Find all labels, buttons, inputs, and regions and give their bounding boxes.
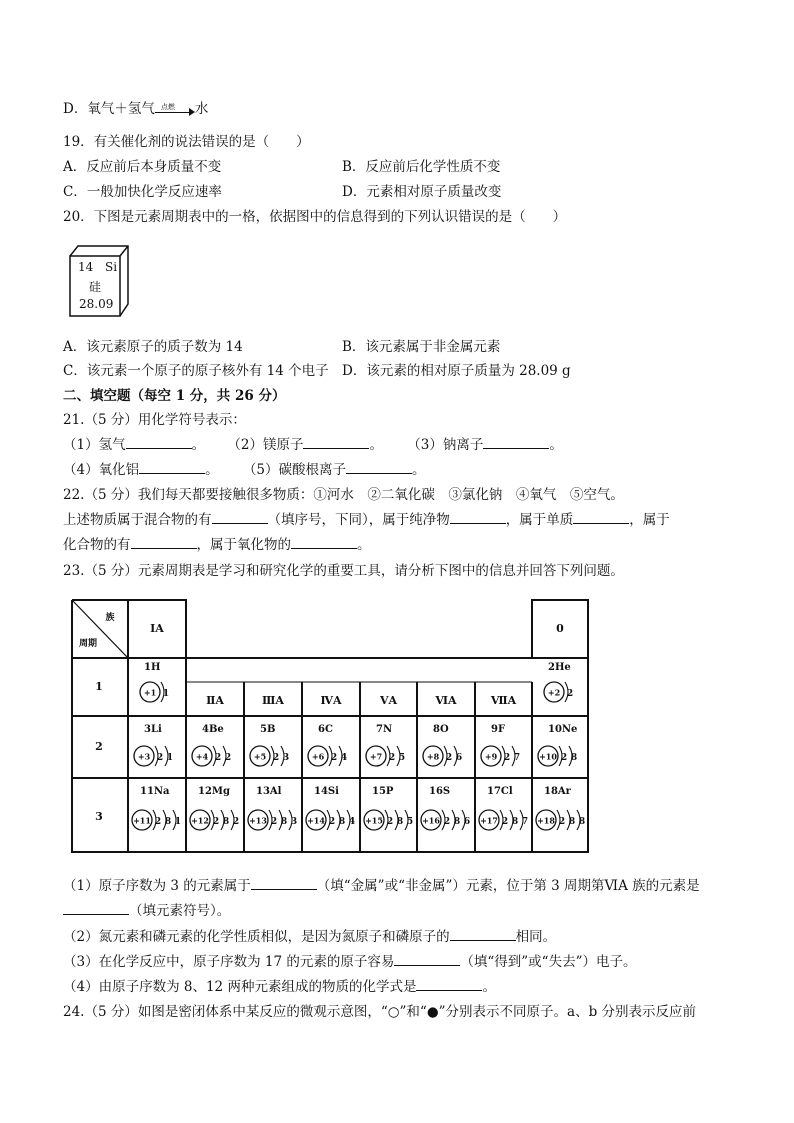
answer-blank[interactable] (573, 511, 629, 524)
electron-count: 2 (154, 817, 162, 827)
nucleus-charge: +2 (547, 687, 561, 698)
element-cell-symbol: Si (105, 260, 118, 274)
electron-count: 8 (578, 817, 586, 827)
q23-part1-line1: （1）原子序数为 3 的元素属于 （填“金属”或“非金属”）元素，位于第 3 周期第ⅥA 族的元素是 (63, 878, 700, 894)
electron-count: 6 (463, 817, 471, 827)
nucleus-charge: +12 (191, 815, 209, 826)
element-cell-number: 14 (78, 260, 94, 274)
electron-count: 8 (222, 817, 230, 827)
electron-count: 8 (570, 753, 578, 763)
element-cell-box (66, 240, 130, 322)
nucleus-charge: +7 (369, 751, 383, 762)
group-header: ⅦA (490, 694, 517, 707)
corner-diagonal (72, 600, 128, 658)
nucleus-charge: +3 (137, 751, 151, 762)
element-symbol: 9F (491, 724, 506, 735)
group-header: ⅢA (262, 694, 284, 707)
reaction-arrow: 点燃 (155, 103, 195, 117)
group-header: IA (150, 622, 164, 635)
q19-option-b: B．反应前后化学性质不变 (342, 159, 501, 175)
electron-count: 2 (501, 817, 509, 827)
answer-blank[interactable] (291, 536, 357, 549)
element-symbol: 15P (372, 786, 394, 797)
q23-part4: （4）由原子序数为 8、12 两种元素组成的物质的化学式是 。 (63, 979, 496, 995)
answer-blank[interactable] (394, 953, 460, 966)
electron-count: 2 (232, 817, 240, 827)
nucleus-charge: +18 (537, 815, 555, 826)
answer-blank[interactable] (416, 978, 482, 991)
element-cell-mass: 28.09 (79, 297, 114, 311)
q21-line2: （4）氧化铝 。 （5）碳酸根离子 。 (63, 462, 426, 478)
electron-count: 2 (212, 817, 220, 827)
electron-count: 1 (174, 817, 182, 827)
electron-count: 8 (511, 817, 519, 827)
nucleus-charge: +4 (195, 751, 209, 762)
element-symbol: 13Al (256, 786, 282, 797)
answer-blank[interactable] (131, 536, 197, 549)
answer-blank[interactable] (450, 511, 506, 524)
periodic-table-figure (70, 598, 590, 856)
electron-count: 2 (224, 753, 232, 763)
electron-count: 5 (406, 817, 414, 827)
electron-count: 3 (290, 817, 298, 827)
group-header: ⅣA (320, 694, 342, 707)
answer-blank[interactable] (63, 902, 129, 915)
nucleus-charge: +16 (422, 815, 440, 826)
period-label: 2 (95, 740, 103, 753)
q22-line3: 化合物的有 ，属于氧化物的 。 (63, 537, 371, 553)
nucleus-charge: +10 (539, 751, 557, 762)
electron-count: 8 (338, 817, 346, 827)
nucleus-charge: +14 (307, 815, 325, 826)
q20-option-d: D．该元素的相对原子质量为 28.09 g (342, 363, 571, 379)
element-symbol: 18Ar (544, 786, 571, 797)
electron-count: 6 (455, 753, 463, 763)
electron-count: 2 (270, 817, 278, 827)
nucleus-charge: +6 (311, 751, 325, 762)
electron-count: 2 (558, 817, 566, 827)
electron-count: 2 (386, 817, 394, 827)
electron-count: 2 (214, 753, 222, 763)
q23-part3: （3）在化学反应中，原子序数为 17 的元素的原子容易 （填“得到”或“失去”）电子。 (63, 954, 637, 970)
nucleus-charge: +15 (365, 815, 383, 826)
q20-option-b: B．该元素属于非金属元素 (342, 339, 501, 355)
group-header: ⅤA (379, 694, 398, 707)
answer-blank[interactable] (126, 436, 192, 449)
q20-stem: 20．下图是元素周期表中的一格，依据图中的信息得到的下列认识错误的是（ ） (63, 209, 567, 225)
q19-stem: 19．有关催化剂的说法错误的是（ ） (63, 134, 310, 150)
element-symbol: 6C (318, 724, 333, 735)
q18-option-d: D．氧气＋氢气 点燃 水 (63, 101, 209, 117)
answer-blank[interactable] (251, 877, 317, 890)
nucleus-charge: +11 (133, 815, 151, 826)
element-symbol: 3Li (144, 724, 162, 735)
q21-stem: 21.（5 分）用化学符号表示： (63, 412, 246, 428)
q19-option-a: A．反应前后本身质量不变 (63, 159, 222, 175)
electron-count: 8 (164, 817, 172, 827)
element-symbol: 16S (429, 786, 451, 797)
electron-count: 8 (568, 817, 576, 827)
electron-count: 1 (162, 689, 170, 699)
element-symbol: 2He (548, 662, 571, 673)
q23-part1-line2: （填元素符号）。 (63, 902, 230, 920)
element-symbol: 10Ne (548, 724, 578, 735)
q19-option-d: D．元素相对原子质量改变 (342, 184, 502, 200)
nucleus-charge: +9 (484, 751, 498, 762)
electron-count: 2 (566, 689, 574, 699)
q22-stem: 22.（5 分）我们每天都要接触很多物质：①河水 ②二氧化碳 ③氯化钠 ④氧气 ⑤空气。 (63, 487, 624, 503)
answer-blank[interactable] (303, 436, 369, 449)
q20-option-a: A．该元素原子的质子数为 14 (63, 339, 243, 355)
q22-line2: 上述物质属于混合物的有 （填序号，下同），属于纯净物 ，属于单质 ，属于 (63, 512, 670, 528)
element-symbol: 14Si (314, 786, 339, 797)
section-title: 二、填空题（每空 1 分，共 26 分） (63, 388, 286, 404)
element-symbol: 4Be (202, 724, 224, 735)
electron-count: 3 (282, 753, 290, 763)
electron-count: 2 (388, 753, 396, 763)
q24-stem: 24.（5 分）如图是密闭体系中某反应的微观示意图，“○”和“●”分别表示不同原子。a、b 分别表示反应前 (63, 1004, 696, 1020)
electron-count: 2 (272, 753, 280, 763)
group-header: ⅡA (206, 694, 224, 707)
electron-count: 8 (453, 817, 461, 827)
q21-line1: （1）氢气 。 （2）镁原子 。 （3）钠离子 。 (63, 437, 563, 453)
answer-blank[interactable] (212, 511, 268, 524)
electron-count: 7 (513, 753, 521, 763)
q23-stem: 23.（5 分）元素周期表是学习和研究化学的重要工具，请分析下图中的信息并回答下列问题。 (63, 563, 624, 579)
period-label: 1 (95, 680, 103, 693)
element-symbol: 7N (376, 724, 393, 735)
electron-count: 8 (280, 817, 288, 827)
corner-label-period: 周期 (78, 639, 98, 649)
answer-blank[interactable] (450, 928, 516, 941)
corner-label-group: 族 (105, 613, 115, 623)
electron-count: 2 (328, 817, 336, 827)
electron-count: 2 (560, 753, 568, 763)
nucleus-charge: +1 (143, 687, 157, 698)
answer-blank[interactable] (346, 461, 412, 474)
answer-blank[interactable] (139, 461, 205, 474)
nucleus-charge: +5 (253, 751, 267, 762)
nucleus-charge: +17 (480, 815, 498, 826)
answer-blank[interactable] (483, 436, 549, 449)
electron-count: 8 (396, 817, 404, 827)
nucleus-charge: +13 (249, 815, 267, 826)
element-cell-name: 硅 (89, 280, 102, 294)
electron-count: 2 (330, 753, 338, 763)
group-header: 0 (556, 622, 564, 635)
electron-count: 2 (445, 753, 453, 763)
electron-count: 7 (521, 817, 529, 827)
group-header: ⅥA (435, 694, 457, 707)
electron-count: 2 (156, 753, 164, 763)
element-symbol: 11Na (140, 786, 170, 797)
electron-count: 2 (443, 817, 451, 827)
q19-option-c: C．一般加快化学反应速率 (63, 184, 222, 200)
electron-count: 5 (398, 753, 406, 763)
q20-option-c: C．该元素一个原子的原子核外有 14 个电子 (63, 363, 329, 379)
electron-count: 4 (348, 817, 356, 827)
period-label: 3 (95, 810, 103, 823)
element-symbol: 12Mg (198, 786, 230, 797)
element-symbol: 8O (433, 724, 449, 735)
element-symbol: 5B (260, 724, 276, 735)
electron-count: 4 (340, 753, 348, 763)
element-symbol: 17Cl (487, 786, 513, 797)
nucleus-charge: +8 (426, 751, 440, 762)
q23-part2: （2）氮元素和磷元素的化学性质相似，是因为氮原子和磷原子的 相同。 (63, 929, 557, 945)
electron-count: 2 (503, 753, 511, 763)
element-symbol: 1H (144, 662, 161, 673)
electron-count: 1 (166, 753, 174, 763)
